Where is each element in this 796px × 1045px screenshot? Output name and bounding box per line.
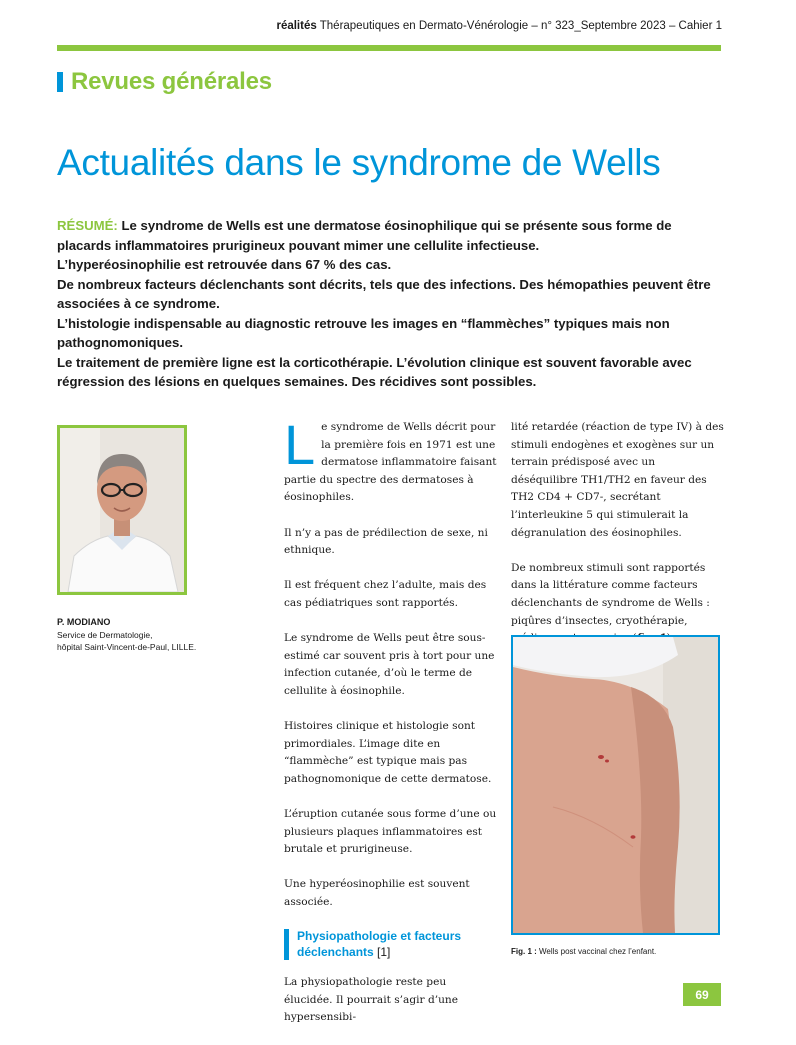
paragraph: La physiopathologie reste peu élucidée. Il pourrait s’agir d’une hypersensibi- <box>284 976 459 1024</box>
subheading-text: Physiopathologie et facteurs déclenchants <box>297 929 462 959</box>
abstract-line: Le traitement de première ligne est la corticothérapie. L’évolution clinique est souvent favorable avec régression des lésions en quelques semaines. Des récidives sont possibles. <box>57 354 692 389</box>
paragraph: De nombreux stimuli sont rapportés dans la littérature comme facteurs déclenchants de syndrome de Wells : piqûres d’insectes, cryothérapie, <box>511 560 725 683</box>
running-header <box>276 20 722 32</box>
section-bar <box>57 72 63 92</box>
journal-details: Thérapeutiques en Dermato-Vénérologie – n° 323_Septembre 2023 – Cahier 1 <box>319 20 722 32</box>
abstract-line: De nombreux facteurs déclenchants sont décrits, tels que des infections. Des hémopathies peuvent être associées à ce syndrome. <box>57 276 711 311</box>
header-rule <box>57 45 721 51</box>
dropcap: L <box>284 413 316 476</box>
paragraph: Il est fréquent chez l’adulte, mais des cas pédiatriques sont rapportés. <box>284 579 487 609</box>
author-photo <box>57 425 187 595</box>
figure-caption: Fig. 1 : Wells post vaccinal chez l’enfant. <box>511 947 657 956</box>
abstract-line: RÉSUMÉ: Le syndrome de Wells est une dermatose éosinophilique qui se présente sous forme de placards inflammatoires prurigineux pouvant mimer une cellulite infectieuse. <box>57 218 672 253</box>
paragraph: lité retardée (réaction de type IV) à des stimuli endogènes et exogènes sur un terrain prédisposé avec un déséquilibre TH1/TH2 en faveur des TH2 CD4 + CD7-, secrétant l’interleukine 5 qui stimulerait la dégranulation des éosinophiles. <box>511 421 724 539</box>
author-name: P. MODIANO <box>57 617 111 627</box>
subheading-ref: [1] <box>377 944 391 959</box>
abstract-label: RÉSUMÉ: <box>57 218 118 233</box>
subheading <box>284 929 498 960</box>
section-label: Revues générales <box>71 68 272 95</box>
paragraph: Une hyperéosinophilie est souvent associée. <box>284 878 470 909</box>
section-tag <box>57 68 272 96</box>
article-title: Actualités dans le syndrome de Wells <box>57 142 661 183</box>
abstract-line: L’hyperéosinophilie est retrouvée dans 67 % des cas. <box>57 257 392 272</box>
figure-1 <box>511 635 720 935</box>
body-column-1 <box>284 413 498 1045</box>
abstract <box>57 216 721 392</box>
author-portrait-image <box>60 428 184 592</box>
author-affiliation: Service de Dermatologie, hôpital Saint-Vincent-de-Paul, LILLE. <box>57 630 197 652</box>
journal-name: réalités <box>276 20 317 32</box>
paragraph: Il n’y a pas de prédilection de sexe, ni ethnique. <box>284 526 488 557</box>
subheading-bar <box>284 929 289 960</box>
page-number: 69 <box>683 983 721 1006</box>
figure-label: Fig. 1 : <box>511 947 537 956</box>
paragraph: Le syndrome de Wells peut être sous-estimé car souvent pris à tort pour une infection cutanée, d’où le terme de cellulite à éosinophile. <box>284 632 495 697</box>
paragraph: L’éruption cutanée sous forme d’une ou plusieurs plaques inflammatoires est brutale et prurigineuse. <box>284 808 497 856</box>
paragraph: Le syndrome de Wells décrit pour la première fois en 1971 est une dermatose inflammatoire faisant partie du spectre des dermatoses à éosinophiles. <box>284 413 497 504</box>
abstract-line: L’histologie indispensable au diagnostic retrouve les images en “flammèches” typiques mais non pathognomoniques. <box>57 315 670 350</box>
figure-photo <box>513 637 718 933</box>
paragraph: Histoires clinique et histologie sont primordiales. L’image dite en “flammèche” est typique mais pas pathognomonique de cette dermatose. <box>284 720 492 785</box>
